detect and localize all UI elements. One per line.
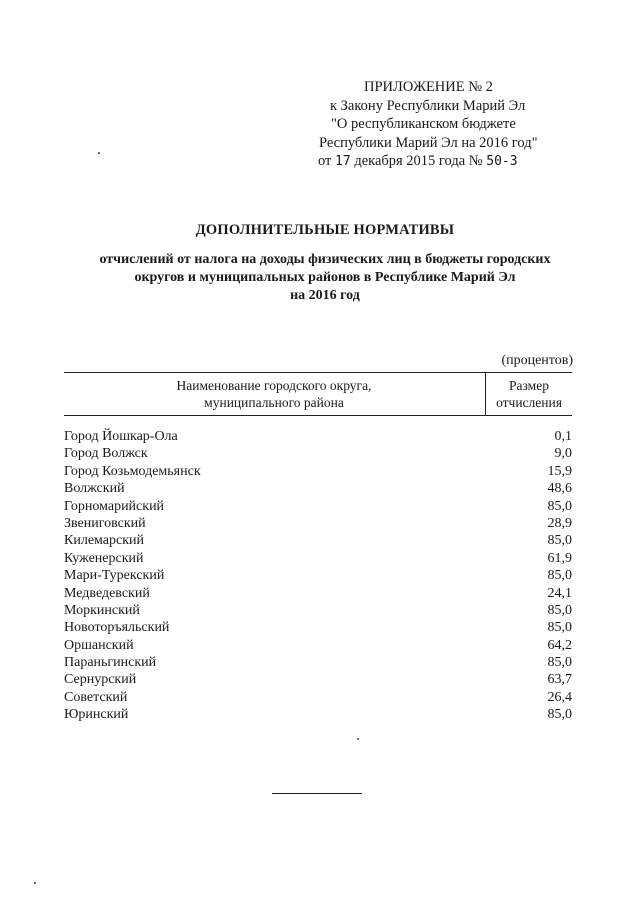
allocation-value: 85,0 bbox=[547, 655, 572, 671]
header-name-line: муниципального района bbox=[204, 395, 344, 410]
header-size-line: Размер bbox=[509, 378, 549, 393]
document-subtitle bbox=[40, 251, 610, 305]
allocation-value: 0,1 bbox=[554, 429, 572, 444]
district-name: Горномарийский bbox=[64, 498, 165, 514]
district-name: Город Козьмодемьянск bbox=[64, 463, 201, 479]
allocation-value: 24,1 bbox=[547, 585, 572, 601]
scan-speck bbox=[98, 152, 100, 154]
allocation-value: 85,0 bbox=[547, 533, 572, 549]
district-name: Параньгинский bbox=[64, 655, 157, 671]
district-name: Город Волжск bbox=[64, 446, 148, 462]
district-name: Оршанский bbox=[64, 637, 134, 653]
table-row bbox=[64, 585, 572, 602]
date-prefix: от bbox=[318, 153, 336, 169]
table-body bbox=[64, 428, 572, 724]
subtitle-line: на 2016 год bbox=[290, 288, 360, 303]
appendix-law-title-2: Республики Марий Эл на 2016 год" bbox=[319, 134, 538, 151]
date-day: 17 bbox=[335, 154, 351, 169]
table-row bbox=[64, 706, 572, 723]
table-header bbox=[64, 372, 572, 416]
subtitle-line: отчислений от налога на доходы физических лиц в бюджеты городских bbox=[99, 252, 551, 267]
appendix-law-title-1: "О республиканском бюджете bbox=[331, 116, 516, 132]
district-name: Килемарский bbox=[64, 533, 145, 549]
date-middle: декабря 2015 года № bbox=[350, 153, 487, 169]
allocation-value: 9,0 bbox=[554, 446, 572, 462]
header-name-line: Наименование городского округа, bbox=[176, 378, 372, 393]
header-name-column bbox=[64, 377, 484, 411]
law-number: 50-З bbox=[486, 154, 518, 169]
appendix-number: ПРИЛОЖЕНИЕ № 2 bbox=[364, 79, 493, 95]
district-name: Волжский bbox=[64, 481, 125, 497]
table-row bbox=[64, 515, 572, 532]
table-row bbox=[64, 445, 572, 462]
district-name: Медведевский bbox=[64, 585, 150, 601]
appendix-date-line bbox=[300, 152, 600, 172]
table-row bbox=[64, 619, 572, 636]
district-name: Советский bbox=[64, 689, 128, 705]
allocation-value: 61,9 bbox=[547, 550, 572, 566]
allocation-value: 85,0 bbox=[547, 498, 572, 514]
allocation-value: 85,0 bbox=[547, 602, 572, 618]
table-row bbox=[64, 689, 572, 706]
header-size-column bbox=[486, 377, 572, 411]
scan-speck bbox=[34, 882, 36, 884]
table-row bbox=[64, 637, 572, 654]
appendix-block bbox=[300, 78, 600, 172]
district-name: Моркинский bbox=[64, 602, 140, 618]
allocation-value: 63,7 bbox=[547, 672, 572, 688]
allocation-value: 85,0 bbox=[547, 707, 572, 723]
allocation-value: 28,9 bbox=[547, 515, 572, 531]
document-title: ДОПОЛНИТЕЛЬНЫЕ НОРМАТИВЫ bbox=[195, 222, 455, 238]
allocation-value: 15,9 bbox=[547, 463, 572, 479]
table-row bbox=[64, 498, 572, 515]
allocation-value: 26,4 bbox=[547, 689, 572, 705]
table-row bbox=[64, 428, 572, 445]
table-row bbox=[64, 602, 572, 619]
district-name: Звениговский bbox=[64, 515, 146, 531]
district-name: Юринский bbox=[64, 707, 129, 723]
header-size-line: отчисления bbox=[496, 395, 562, 410]
allocation-value: 64,2 bbox=[547, 637, 572, 653]
table-row bbox=[64, 532, 572, 549]
unit-label: (процентов) bbox=[501, 353, 573, 368]
table-row bbox=[64, 463, 572, 480]
district-name: Куженерский bbox=[64, 550, 144, 566]
district-name: Сернурский bbox=[64, 672, 137, 688]
subtitle-line: округов и муниципальных районов в Республике Марий Эл bbox=[134, 270, 516, 285]
table-row bbox=[64, 550, 572, 567]
allocation-value: 85,0 bbox=[547, 620, 572, 636]
district-name: Мари-Турекский bbox=[64, 568, 165, 584]
table-row bbox=[64, 671, 572, 688]
table-row bbox=[64, 480, 572, 497]
appendix-law-reference: к Закону Республики Марий Эл bbox=[330, 97, 526, 114]
allocation-value: 85,0 bbox=[547, 568, 572, 584]
scan-speck bbox=[357, 738, 359, 740]
table-row bbox=[64, 654, 572, 671]
table-row bbox=[64, 567, 572, 584]
district-name: Новоторъяльский bbox=[64, 620, 170, 636]
district-name: Город Йошкар-Ола bbox=[64, 429, 178, 444]
end-divider bbox=[272, 793, 362, 794]
allocation-value: 48,6 bbox=[547, 481, 572, 497]
